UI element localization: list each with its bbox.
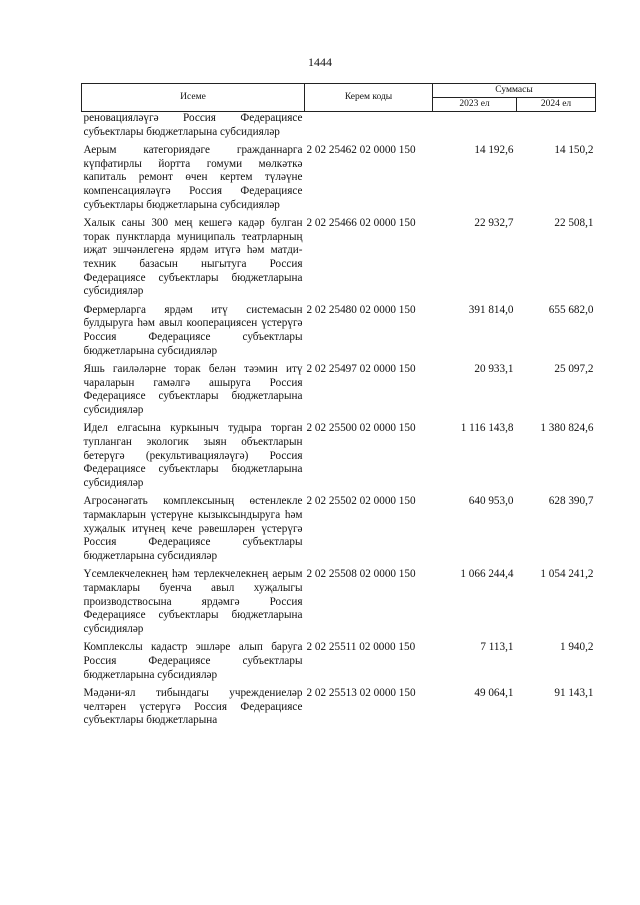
row-amount-2024: 91 143,1: [554, 687, 594, 700]
table-body: [82, 112, 596, 733]
row-amount-2023: 49 064,1: [474, 687, 514, 700]
row-amount-2024: 655 682,0: [548, 303, 594, 316]
row-name: Үсемлекчелекнең һәм терлекчелекнең аерым тармаклары буенча авыл хуҗалыгы производствосына ярдәмгә Россия Федерациясе субъектлары бюджетларына субсидияләр: [83, 568, 303, 635]
header-year-2023: 2023 ел: [433, 98, 517, 112]
table-row: [82, 112, 596, 145]
row-amount-2023: 22 932,7: [474, 217, 514, 230]
row-name: Комплекслы кадастр эшләре алып баруга Россия Федерациясе субъектлары бюджетларына субсидияләр: [83, 641, 303, 681]
row-code: [305, 112, 433, 145]
row-amount-2023: 7 113,1: [480, 641, 514, 654]
table-header: [82, 84, 596, 112]
table-row: [82, 363, 596, 422]
row-amount-2024: 628 390,7: [548, 495, 594, 508]
table-row: [82, 687, 596, 733]
table-row: [82, 422, 596, 495]
row-amount-2024: 1 380 824,6: [540, 422, 594, 435]
row-code: 2 02 25462 02 0000 150: [306, 144, 416, 157]
row-amount-2024: 1 940,2: [559, 641, 594, 654]
table-row: [82, 495, 596, 568]
row-code: 2 02 25466 02 0000 150: [306, 217, 416, 230]
row-amount-2024: 25 097,2: [554, 363, 594, 376]
row-code: 2 02 25480 02 0000 150: [306, 303, 416, 316]
header-name: Исеме: [82, 84, 305, 112]
row-name: Агросәнәгать комплексының өстенлекле тармакларын үстерүне кызыксындыруга һәм хуҗалык итүнең кече рәвешләрен үстерүгә Россия Федерациясе субъектлары бюджетларына субсидияләр: [83, 495, 303, 562]
row-amount-2023: [433, 112, 517, 145]
row-amount-2023: 1 066 244,4: [460, 568, 514, 581]
header-year-2024: 2024 ел: [517, 98, 596, 112]
row-amount-2023: 391 814,0: [468, 303, 514, 316]
budget-table: [81, 83, 596, 733]
row-amount-2023: 640 953,0: [468, 495, 514, 508]
row-name: реновацияләүгә Россия Федерациясе субъектлары бюджетларына субсидияләр: [83, 112, 303, 138]
row-name: Аерым категориядәге гражданнарга күпфатирлы йортта гомуми мөлкәткә капиталь ремонт өчен кертем түләүне компенсацияләүгә Россия Федерациясе субъектлары бюджетларына субсидияләр: [83, 144, 303, 211]
table-row: [82, 304, 596, 363]
row-name: Идел елгасына куркыныч тудыра торган тупланган экологик зыян объектларын бетерүгә (рекультивацияләүгә) Россия Федерациясе субъектлары бюджетларына субсидияләр: [83, 422, 303, 489]
row-name: Халык саны 300 мең кешегә кадәр булган торак пунктларда муниципаль театрларның иҗат эшчәнлегенә ярдәм итүгә һәм матди-техник базасын ныгытуга Россия Федерациясе субъектлары бюджетларына субсидияләр: [83, 217, 303, 298]
table-row: [82, 568, 596, 641]
row-amount-2024: [517, 112, 596, 145]
row-code: 2 02 25500 02 0000 150: [306, 422, 416, 435]
row-amount-2024: 22 508,1: [554, 217, 594, 230]
page-number: 1444: [308, 55, 332, 69]
row-code: 2 02 25508 02 0000 150: [306, 568, 416, 581]
row-amount-2023: 14 192,6: [474, 144, 514, 157]
row-amount-2024: 1 054 241,2: [540, 568, 594, 581]
header-code: Керем коды: [305, 84, 433, 112]
row-code: 2 02 25502 02 0000 150: [306, 495, 416, 508]
row-code: 2 02 25497 02 0000 150: [306, 363, 416, 376]
table-row: [82, 641, 596, 687]
row-amount-2023: 20 933,1: [474, 363, 514, 376]
row-amount-2023: 1 116 143,8: [460, 422, 514, 435]
header-sums: Суммасы: [433, 84, 596, 98]
table-row: [82, 217, 596, 304]
row-amount-2024: 14 150,2: [554, 144, 594, 157]
row-name: Мәдәни-ял тибындагы учреждениеләр челтәрен үстерүгә Россия Федерациясе субъектлары бюджетларына: [83, 687, 303, 727]
row-code: 2 02 25513 02 0000 150: [306, 687, 416, 700]
row-name: Фермерларга ярдәм итү системасын булдыруга һәм авыл кооперациясен үстерүгә Россия Федерациясе субъектлары бюджетларына субсидияләр: [83, 303, 303, 357]
row-code: 2 02 25511 02 0000 150: [306, 641, 416, 654]
row-name: Яшь гаиләләрне торак белән тәэмин итү чараларын гамәлгә ашыруга Россия Федерациясе субъектлары бюджетларына субсидияләр: [83, 363, 303, 416]
table-row: [82, 144, 596, 217]
